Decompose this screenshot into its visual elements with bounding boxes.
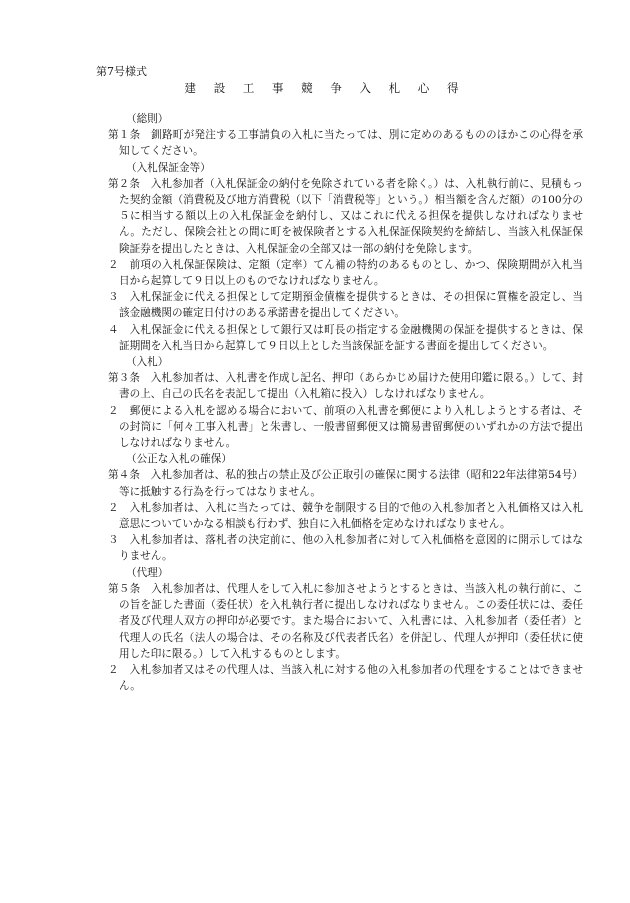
article-paragraph: 第４条 入札参加者は、私的独占の禁止及び公正取引の確保に関する法律（昭和22年法律第54号）等に抵触する行為を行ってはなりません。 bbox=[108, 469, 583, 498]
form-number: 第7号様式 bbox=[96, 65, 147, 78]
section-heading: （公正な入札の確保） bbox=[126, 453, 232, 466]
article-paragraph: ３ 入札参加者は、落札者の決定前に、他の入札参加者に対して入札価格を意図的に開示してはなりません。 bbox=[108, 534, 583, 563]
section-heading: （入札保証金等） bbox=[126, 161, 211, 174]
article-paragraph: 第１条 釧路町が発注する工事請負の入札に当たっては、別に定めのあるもののほかこの心得を承知してください。 bbox=[108, 129, 583, 158]
article-paragraph: ２ 入札参加者は、入札に当たっては、競争を制限する目的で他の入札参加者と入札価格又は入札意思についていかなる相談も行わず、独自に入札価格を定めなければなりません。 bbox=[108, 501, 583, 531]
section-heading: （総則） bbox=[126, 113, 169, 125]
document-body bbox=[108, 111, 583, 694]
document-title: 建 設 工 事 競 争 入 札 心 得 bbox=[184, 81, 466, 95]
article-paragraph: ２ 前項の入札保証保険は、定額（定率）てん補の特約のあるものとし、かつ、保険期間が入札当日から起算して９日以上のものでなければなりません。 bbox=[108, 258, 583, 288]
article-paragraph: 第２条 入札参加者（入札保証金の納付を免除されている者を除く。）は、入札執行前に、見積もった契約金額（消費税及び地方消費税（以下「消費税等」という。）相当額を含んだ額）の100分の５に相当する額以上の入札保証金を納付し、又はこれに代える担保を提供しなければなりません。ただし、保険会社との間に町を被保険者とする入札保証保険契約を締結し、当該入札保証保険証券を提出したときは、入札保証金の全部又は一部の納付を免除します。 bbox=[108, 177, 583, 255]
article-paragraph: 第３条 入札参加者は、入札書を作成し記名、押印（あらかじめ届けた使用印鑑に限る。）して、封書の上、自己の氏名を表記して提出（入札箱に投入）しなければなりません。 bbox=[108, 372, 583, 401]
article-paragraph: ２ 郵便による入札を認める場合において、前項の入札書を郵便により入札しようとする者は、その封筒に「何々工事入札書」と朱書し、一般書留郵便又は簡易書留郵便のいずれかの方法で提出しなければなりません。 bbox=[108, 404, 583, 450]
article-paragraph: 第５条 入札参加者は、代理人をして入札に参加させようとするときは、当該入札の執行前に、この旨を証した書面（委任状）を入札執行者に提出しなければなりません。この委任状には、委任者及び代理人双方の押印が必要です。また場合において、入札書には、入札参加者（委任者）と代理人の氏名（法人の場合は、その名称及び代表者氏名）を併記し、代理人が押印（委任状に使用した印に限る。）して入札するものとします。 bbox=[108, 582, 583, 660]
section-heading: （入札） bbox=[126, 356, 169, 369]
article-paragraph: ４ 入札保証金に代える担保として銀行又は町長の指定する金融機関の保証を提供するときは、保証期間を入札当日から起算して９日以上とした当該保証を証する書面を提出してください。 bbox=[108, 323, 583, 352]
section-heading: （代理） bbox=[126, 566, 169, 579]
article-paragraph: ３ 入札保証金に代える担保として定期預金債権を提供するときは、その担保に質権を設定し、当該金融機関の確定日付けのある承諾書を提出してください。 bbox=[108, 291, 583, 320]
article-paragraph: ２ 入札参加者又はその代理人は、当該入札に対する他の入札参加者の代理をすることはできません。 bbox=[108, 663, 583, 693]
